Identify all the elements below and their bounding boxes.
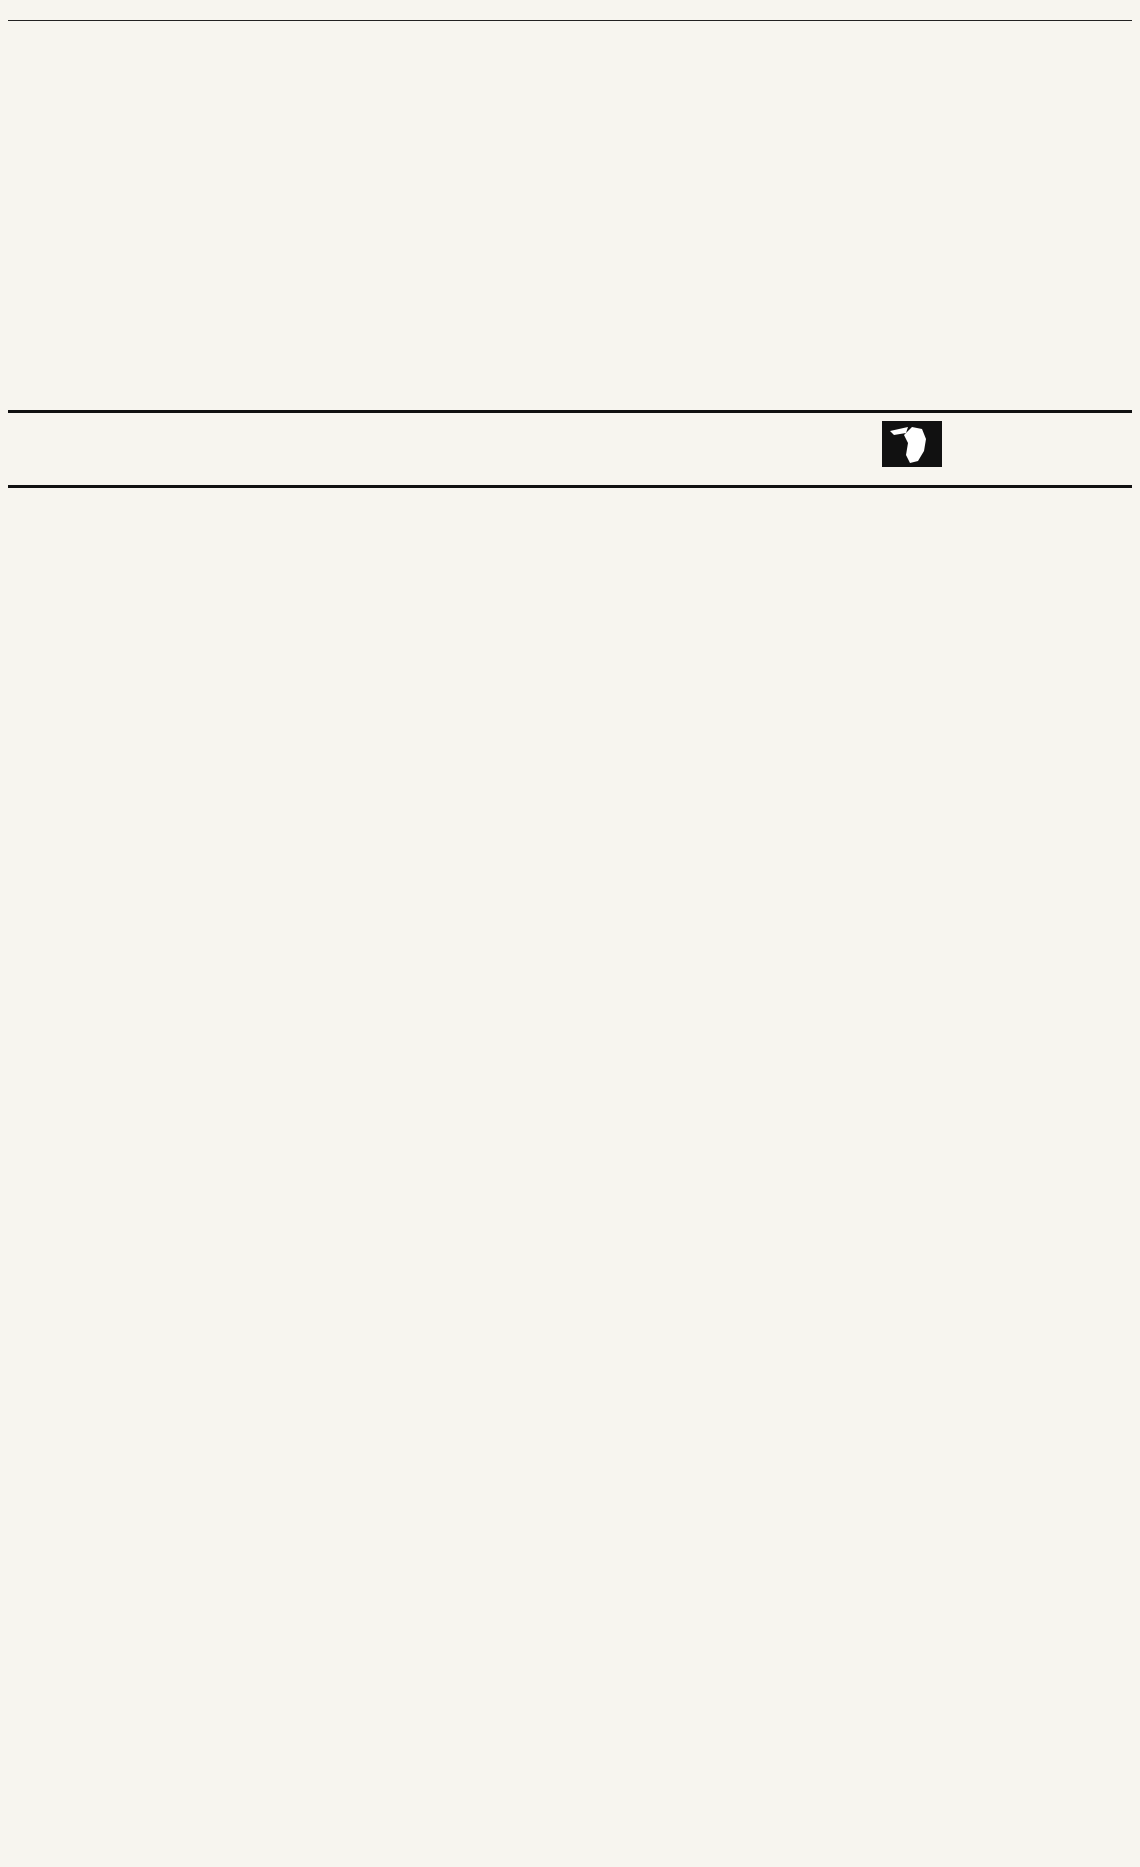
- header-rule: [8, 20, 1132, 21]
- home-service-guide-banner: [8, 410, 1132, 488]
- page-header: [8, 6, 1132, 20]
- michigan-map-icon: [882, 421, 942, 467]
